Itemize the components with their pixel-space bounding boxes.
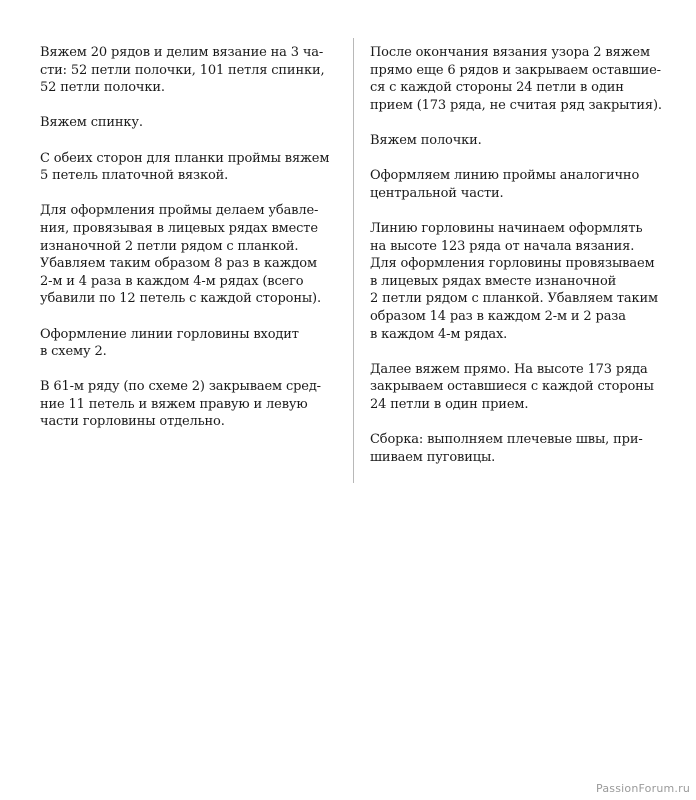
text-line: Сборка: выполняем плечевые швы, при- [370, 432, 643, 448]
text-line: ся с каждой стороны 24 петли в один [370, 80, 624, 96]
text-line: в каждом 4-м рядах. [370, 326, 508, 342]
column-divider [353, 38, 354, 483]
text-line: Вяжем полочки. [370, 132, 482, 148]
paragraph [40, 114, 340, 132]
text-line: С обеих сторон для планки проймы вяжем [40, 150, 330, 166]
text-line: закрываем оставшиеся с каждой стороны [370, 379, 654, 395]
text-line: сти: 52 петли полочки, 101 петля спинки, [40, 62, 325, 78]
text-line: шиваем пуговицы. [370, 449, 496, 465]
text-line: в схему 2. [40, 344, 107, 360]
paragraph [40, 150, 340, 185]
text-line: ние 11 петель и вяжем правую и левую [40, 396, 308, 412]
left-text-column [40, 44, 340, 449]
text-line: Вяжем 20 рядов и делим вязание на 3 ча- [40, 45, 324, 60]
text-line: прямо еще 6 рядов и закрываем оставшие- [370, 62, 661, 78]
text-line: 2 петли рядом с планкой. Убавляем таким [370, 291, 658, 307]
text-line: Убавляем таким образом 8 раз в каждом [40, 256, 317, 272]
text-line: части горловины отдельно. [40, 414, 225, 430]
text-line: в лицевых рядах вместе изнаночной [370, 273, 617, 289]
text-line: прием (173 ряда, не считая ряд закрытия). [370, 97, 662, 113]
text-line: В 61-м ряду (по схеме 2) закрываем сред- [40, 379, 321, 395]
text-line: на высоте 123 ряда от начала вязания. [370, 238, 635, 254]
text-line: 24 петли в один прием. [370, 396, 529, 412]
paragraph [370, 220, 670, 343]
paragraph [40, 326, 340, 361]
text-line: Линию горловины начинаем оформлять [370, 220, 643, 236]
text-line: Вяжем спинку. [40, 115, 143, 131]
paragraph [370, 132, 670, 150]
text-line: 52 петли полочки. [40, 80, 165, 96]
paragraph [40, 202, 340, 308]
paragraph [370, 167, 670, 202]
text-line: Далее вяжем прямо. На высоте 173 ряда [370, 361, 648, 377]
text-line: убавили по 12 петель с каждой стороны). [40, 291, 321, 307]
text-line: После окончания вязания узора 2 вяжем [370, 45, 650, 60]
text-line: Оформляем линию проймы аналогично [370, 168, 640, 184]
text-line: Для оформления горловины провязываем [370, 256, 655, 272]
text-line: 5 петель платочной вязкой. [40, 168, 229, 184]
text-line: изнаночной 2 петли рядом с планкой. [40, 238, 299, 254]
watermark-text: PassionForum.ru [596, 782, 690, 795]
right-text-column [370, 44, 670, 484]
paragraph [370, 431, 670, 466]
text-line: ния, провязывая в лицевых рядах вместе [40, 220, 318, 236]
paragraph [370, 44, 670, 114]
text-line: Оформление линии горловины входит [40, 326, 299, 342]
text-line: Для оформления проймы делаем убавле- [40, 203, 319, 219]
text-line: образом 14 раз в каждом 2-м и 2 раза [370, 308, 626, 324]
paragraph [40, 44, 340, 97]
paragraph [370, 361, 670, 414]
text-line: 2-м и 4 раза в каждом 4-м рядах (всего [40, 273, 304, 289]
text-line: центральной части. [370, 185, 504, 201]
paragraph [40, 378, 340, 431]
